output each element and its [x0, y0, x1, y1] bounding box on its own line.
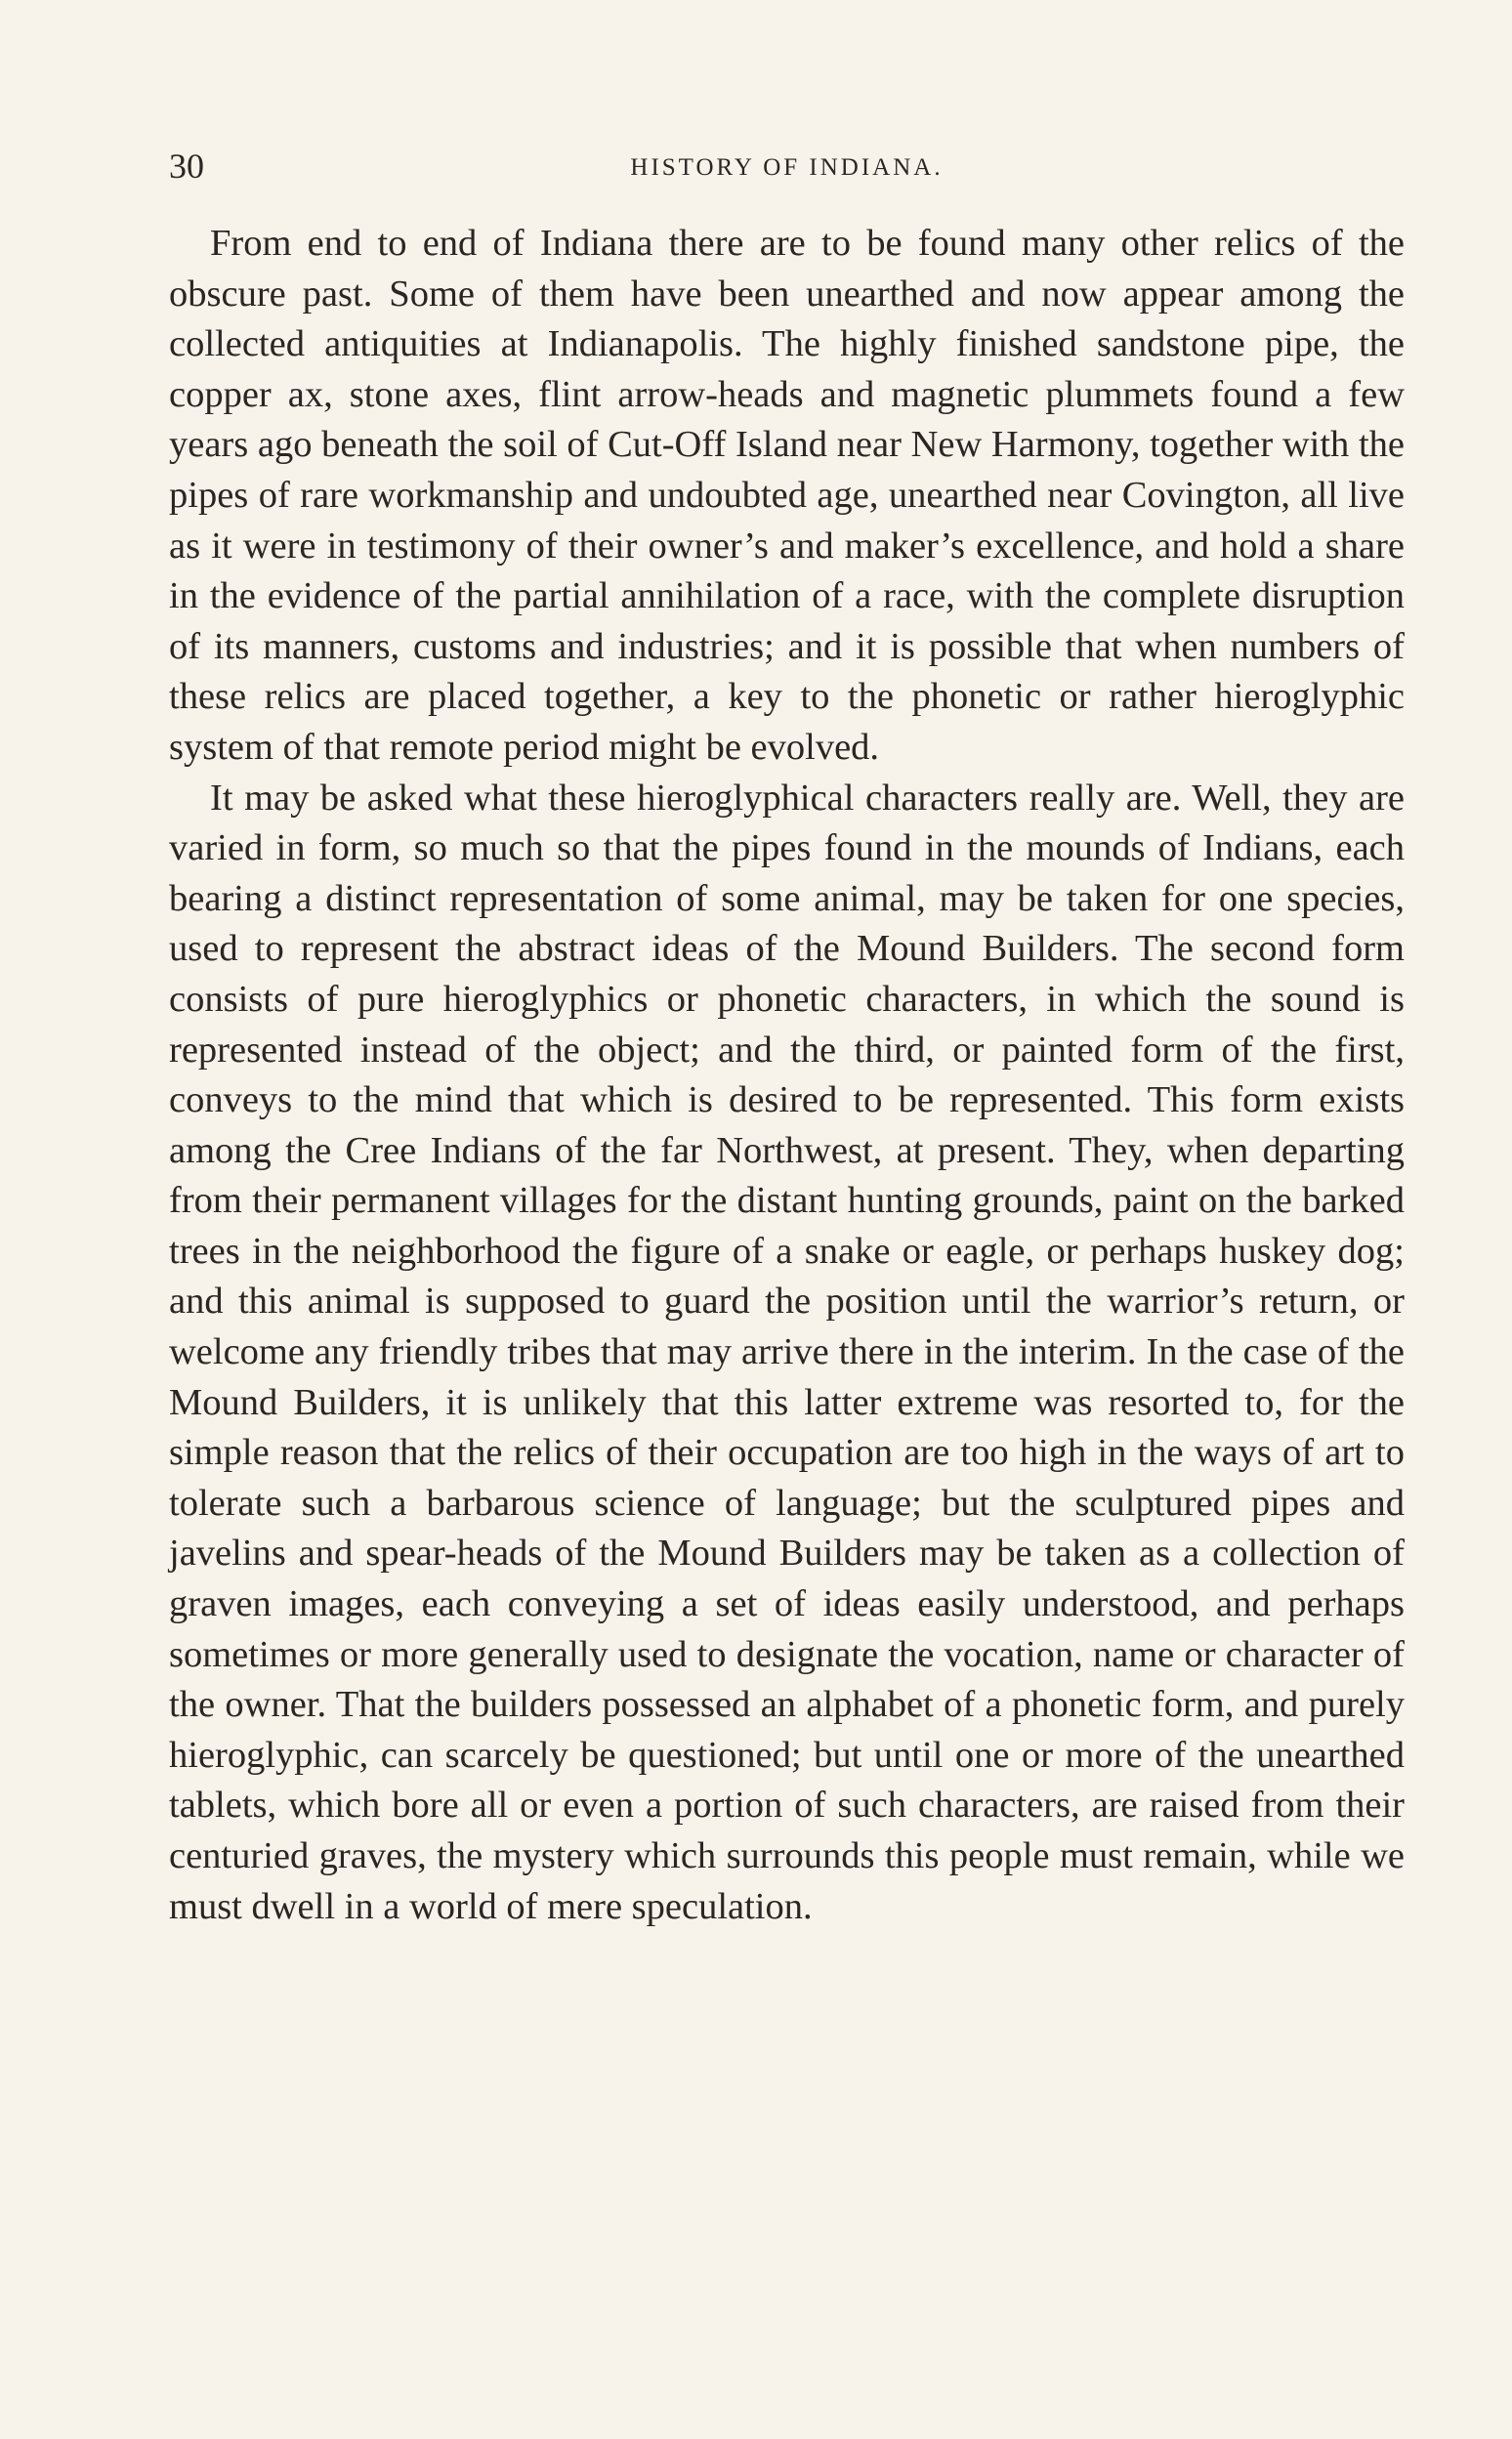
running-title: HISTORY OF INDIANA. [630, 154, 944, 181]
paragraph-hieroglyphics: It may be asked what these hieroglyphical characters really are. Well, they are varied in form, so much so that the pipes found in the mounds of Indians, each bearing a distinct representation of some animal, may be taken for one species, used to represent the abstract ideas of the Mound Builders. The second form consists of pure hieroglyphics or phonetic characters, in which the sound is represented instead of the object; and the third, or painted form of the first, conveys to the mind that which is desired to be represented. This form exists among the Cree Indians of the far Northwest, at present. They, when departing from their permanent villages for the distant hunting grounds, paint on the barked trees in the neighborhood the figure of a snake or eagle, or perhaps huskey dog; and this animal is supposed to guard the position until the warrior’s return, or welcome any friendly tribes that may arrive there in the interim. In the case of the Mound Builders, it is unlikely that this latter extreme was resorted to, for the simple reason that the relics of their occupation are too high in the ways of art to tolerate such a barbarous science of language; but the sculptured pipes and javelins and spear-heads of the Mound Builders may be taken as a collection of graven images, each conveying a set of ideas easily understood, and perhaps sometimes or more generally used to designate the vocation, name or character of the owner. That the builders possessed an alphabet of a phonetic form, and purely hieroglyphic, can scarcely be questioned; but until one or more of the unearthed tablets, which bore all or even a portion of such characters, are raised from their centuried graves, the mystery which surrounds this people must remain, while we must dwell in a world of mere speculation. [169, 777, 1405, 1927]
running-head [169, 142, 1405, 190]
body-text [169, 219, 1405, 1932]
page-number: 30 [169, 147, 204, 186]
paragraph-relics: From end to end of Indiana there are to be found many other relics of the obscure past. Some of them have been unearthed and now appear among the collected antiquities at Indianapolis. The highly finished sandstone pipe, the copper ax, stone axes, flint arrow-heads and magnetic plummets found a few years ago beneath the soil of Cut-Off Island near New Harmony, together with the pipes of rare workmanship and undoubted age, unearthed near Covington, all live as it were in testimony of their owner’s and maker’s excellence, and hold a share in the evidence of the partial annihilation of a race, with the complete disruption of its manners, customs and industries; and it is possible that when numbers of these relics are placed together, a key to the phonetic or rather hieroglyphic system of that remote period might be evolved. [169, 223, 1405, 768]
